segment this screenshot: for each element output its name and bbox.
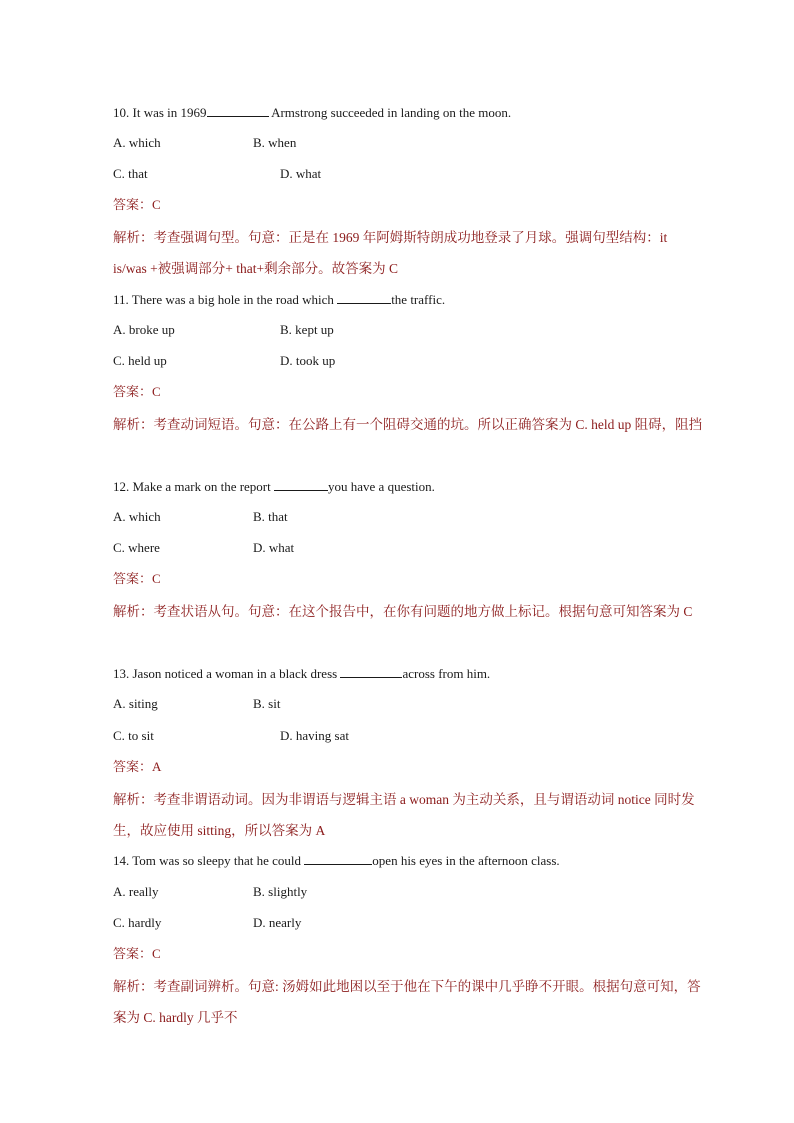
option-b: B. slightly <box>253 884 308 899</box>
answer-label: 答案： <box>113 384 153 399</box>
option-a: A. which <box>113 135 161 150</box>
question-text: 14. Tom was so sleepy that he could <box>113 853 305 868</box>
explanation-text: 考查强调句型。句意：正是在 1969 年阿姆斯特朗成功地登录了月球。强调句型结构：it is/was +被强调部分+ that+剩余部分。故答案为 C <box>113 230 668 276</box>
option-c: C. hardly <box>113 915 162 930</box>
explanation-label: 解析： <box>113 230 154 245</box>
explanation-text: 考查状语从句。句意：在这个报告中，在你有问题的地方做上标记。根据句意可知答案为 C <box>153 604 693 619</box>
answer-label: 答案： <box>113 571 153 586</box>
option-a: A. which <box>113 509 161 524</box>
option-d: D. took up <box>280 353 336 368</box>
answer-line <box>113 383 704 401</box>
question-13 <box>113 664 704 683</box>
explanation-text: 考查动词短语。句意：在公路上有一个阻碍交通的坑。所以正确答案为 C. held up 阻碍，阻挡 <box>153 417 703 432</box>
option-c: C. that <box>113 166 148 181</box>
option-d: D. nearly <box>253 915 302 930</box>
explanation <box>113 596 704 627</box>
explanation-label: 解析： <box>113 604 154 619</box>
explanation-label: 解析： <box>113 979 154 994</box>
option-b: B. that <box>253 509 288 524</box>
question-12 <box>113 477 704 496</box>
option-b: B. kept up <box>280 322 334 337</box>
question-10 <box>113 103 704 122</box>
question-text: 12. Make a mark on the report <box>113 479 275 494</box>
option-a: A. siting <box>113 696 158 711</box>
explanation-label: 解析： <box>113 417 154 432</box>
explanation-text: 考查非谓语动词。因为非谓语与逻辑主语 a woman 为主动关系，且与谓语动词 notice 同时发生，故应使用 sitting，所以答案为 A <box>113 792 695 838</box>
question-text: 10. It was in 1969 <box>113 105 207 120</box>
answer-line <box>113 196 704 214</box>
option-d: D. what <box>253 540 295 555</box>
answer-value: C <box>152 946 161 961</box>
answer-blank <box>274 477 328 491</box>
explanation <box>113 784 704 846</box>
answer-value: A <box>152 759 162 774</box>
option-b: B. sit <box>253 696 281 711</box>
answer-line <box>113 570 704 588</box>
explanation-text: 考查副词辨析。句意: 汤姆如此地困以至于他在下午的课中几乎睁不开眼。根据句意可知，答案为 C. hardly 几乎不 <box>113 979 701 1025</box>
question-text: 13. Jason noticed a woman in a black dress <box>113 666 341 681</box>
question-text: open his eyes in the afternoon class. <box>372 853 560 868</box>
answer-label: 答案： <box>113 197 153 212</box>
answer-label: 答案： <box>113 946 153 961</box>
answer-label: 答案： <box>113 759 153 774</box>
option-c: C. where <box>113 540 160 555</box>
answer-value: C <box>152 384 161 399</box>
question-text: 11. There was a big hole in the road which <box>113 292 338 307</box>
answer-value: C <box>152 571 161 586</box>
explanation <box>113 971 704 1033</box>
option-a: A. really <box>113 884 159 899</box>
option-c: C. held up <box>113 353 167 368</box>
explanation <box>113 222 704 284</box>
answer-blank <box>337 290 391 304</box>
option-b: B. when <box>253 135 297 150</box>
answer-blank <box>207 103 269 117</box>
question-text: across from him. <box>402 666 491 681</box>
explanation <box>113 409 704 440</box>
question-text: Armstrong succeeded in landing on the moon. <box>268 105 512 120</box>
option-d: D. what <box>280 166 322 181</box>
question-text: you have a question. <box>328 479 435 494</box>
answer-line <box>113 758 704 776</box>
question-text: the traffic. <box>391 292 446 307</box>
answer-blank <box>340 664 402 678</box>
option-a: A. broke up <box>113 322 175 337</box>
question-11 <box>113 290 704 309</box>
option-d: D. having sat <box>280 728 349 743</box>
option-c: C. to sit <box>113 728 154 743</box>
question-14 <box>113 851 704 870</box>
answer-blank <box>304 851 372 865</box>
answer-value: C <box>152 197 161 212</box>
explanation-label: 解析： <box>113 792 154 807</box>
answer-line <box>113 945 704 963</box>
